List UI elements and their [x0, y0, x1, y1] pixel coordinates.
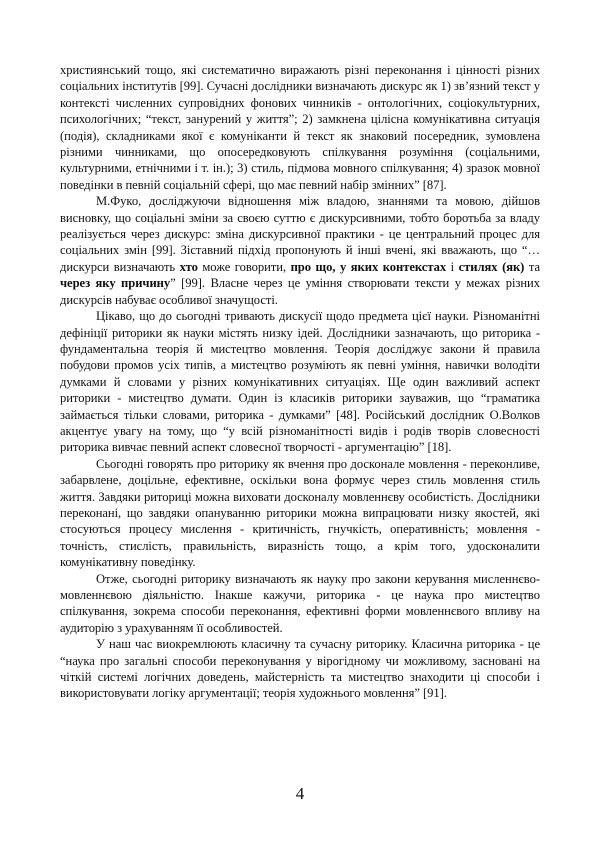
paragraph-2 — [60, 193, 540, 308]
paragraph-2-part: і — [446, 259, 459, 274]
paragraph-5: Отже, сьогодні риторику визначають як науку про закони керування мисленнєво-мовленнєвою діяльністю. Інакше кажучи, риторика - це наука про мистецтво спілкування, зокрема способи переконання, ефективні форми мовленнєвого впливу на аудиторію з урахуванням її особливостей. — [60, 571, 540, 635]
bold-phrase: через яку причину — [60, 276, 171, 291]
paragraph-2-part: ” [99]. Власне через це уміння створювати тексти у межах різних дискурсів набуває особливої значущості. — [60, 276, 540, 307]
body-text — [60, 62, 540, 702]
paragraph-6: У наш час виокремлюють класичну та сучасну риторику. Класична риторика - це “наука про загальні способи переконування у вірогідному чи можливому, засновані на чіткій системі логічних доведень, майстерність та мистецтво знаходити ці способи і використовувати логіку аргументації; теорія художнього мовлення” [91]. — [60, 637, 540, 701]
paragraph-2-part: може говорити, — [197, 259, 291, 274]
paragraph-4: Сьогодні говорять про риторику як вчення про досконале мовлення - переконливе, забарвлене, доцільне, ефективне, оскільки вона формує через стиль мовлення стиль життя. Завдяки риториці можна виховати досконалу мовленнєву особистість. Дослідники переконані, що завдяки опануванню риторики можна випрацювати низку якостей, які стосуються процесу мислення - критичність, гнучкість, оперативність; мовлення - точність, стислість, правильність, виразність тощо, а крім того, удосконалити комунікативну поведінку. — [60, 456, 540, 570]
paragraph-3: Цікаво, що до сьогодні тривають дискусії щодо предмета цієї науки. Різноманітні дефініції риторики як науки містять низку ідей. Дослідники зазначають, що риторика - фундаментальна теорія й мистецтво мовлення. Теорія досліджує закони й правила побудови промов усіх типів, а мистецтво розуміють як певні уміння, навички володіти думками й словами у різних комунікативних ситуаціях. Ще один важливий аспект риторики - мистецтво думати. Один із класиків риторики зауважив, що “граматика займається тільки словами, риторика - думками” [48]. Російський дослідник О.Волков акцентує увагу на тому, що “у всій різноманітності видів і родів творів словесності риторика вивчає певний аспект словесної творчості - аргументацію” [18]. — [60, 309, 540, 455]
page-number: 4 — [295, 784, 305, 803]
bold-phrase: хто — [179, 259, 198, 274]
bold-phrase: про що, у яких контекстах — [290, 259, 447, 274]
paragraph-1: християнський тощо, які систематично виражають різні переконання і цінності різних соціальних інститутів [99]. Сучасні дослідники визначають дискурс як 1) зв’язний текст у контексті численних супровідних фонових чинників - онтологічних, соціокультурних, психологічних; “текст, занурений у життя”; 2) замкнена цілісна комунікативна ситуація (подія), складниками якої є комуніканти й текст як знаковий посередник, зумовлена різними чинниками, що опосередковують спілкування розуміння (соціальними, культурними, етнічними і т. ін.); 3) стиль, підмова мовного спілкування; 4) зразок мовної поведінки в певній соціальній сфері, що має певний набір змінних” [87]. — [60, 63, 540, 192]
bold-phrase: стилях (як) — [458, 259, 525, 274]
paragraph-2-part: М.Фуко, досліджуючи відношення між владою, знаннями та мовою, дійшов висновку, що соціальні зміни за своєю суттю є дискурсивними, тобто боротьба за владу реалізується через дискурс: зміна дискурсивної практики - це центральний процес для соціальних змін [99]. Зіставний підхід пропонують й інші вчені, які вважають, що “…дискурси визначають — [60, 194, 540, 274]
paragraph-2-part: та — [524, 259, 541, 274]
